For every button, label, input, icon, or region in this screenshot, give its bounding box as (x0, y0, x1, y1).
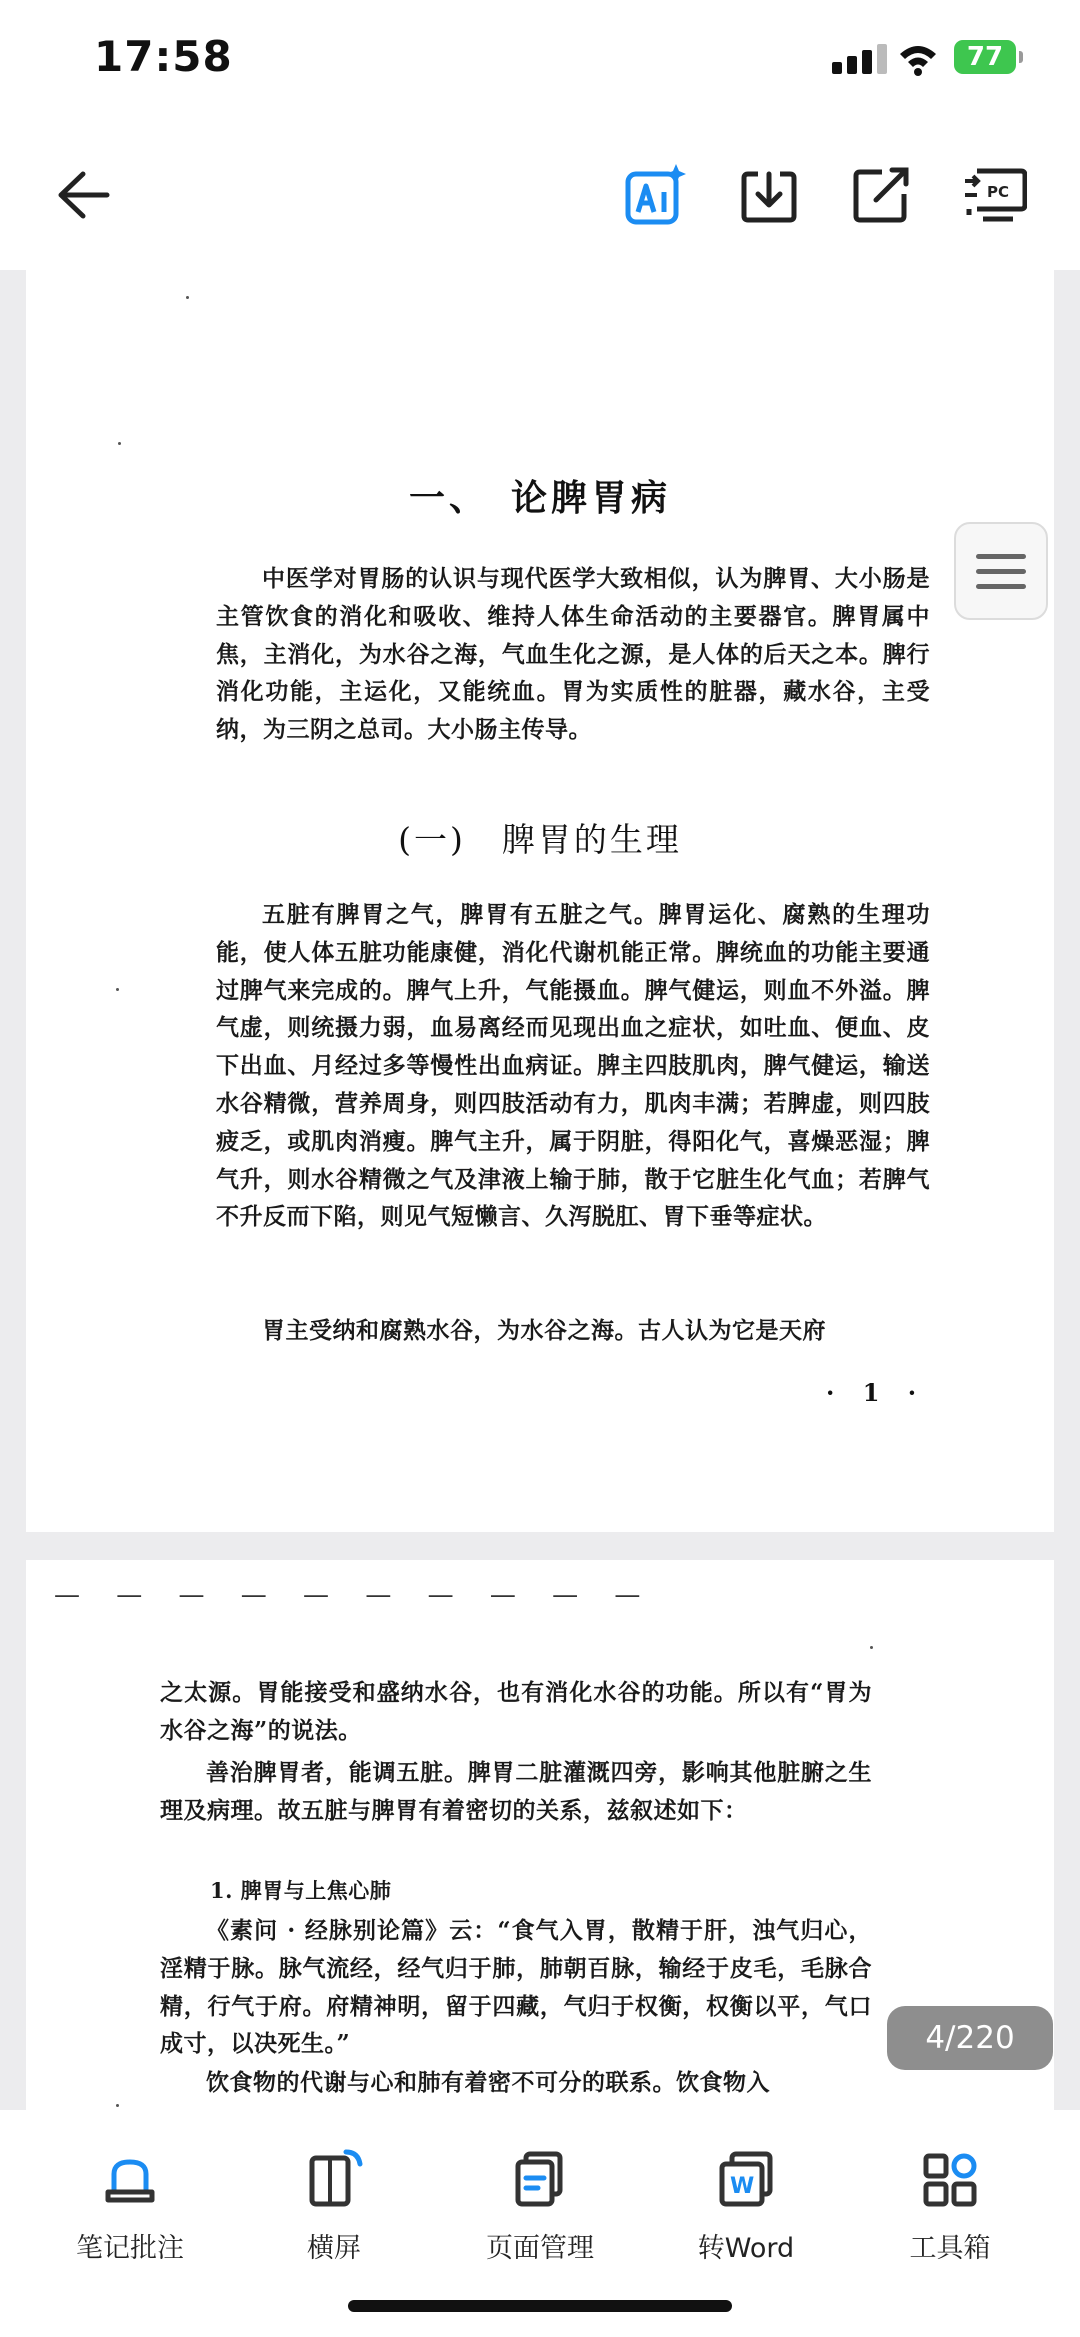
send-to-pc-button[interactable] (958, 158, 1032, 232)
page-indicator[interactable]: 4/220 (887, 2006, 1053, 2070)
page-top-dashes: — — — — — — — — — — (54, 1580, 655, 1610)
landscape-button[interactable] (244, 2148, 424, 2265)
home-indicator[interactable] (348, 2300, 732, 2312)
ai-icon (622, 162, 688, 228)
svg-text:PC: PC (987, 183, 1010, 201)
page-number: · 1 · (826, 1378, 927, 1407)
status-bar (0, 0, 1080, 120)
hamburger-icon (976, 554, 1026, 559)
wifi-icon (898, 42, 938, 76)
list-item: 1. 脾胃与上焦心肺 (210, 1878, 392, 1903)
back-arrow-icon (55, 170, 111, 220)
paragraph: 胃主受纳和腐熟水谷，为水谷之海。古人认为它是天府 (262, 1317, 826, 1344)
word-icon (716, 2148, 776, 2208)
pc-icon (963, 167, 1027, 223)
paragraph: 中医学对胃肠的认识与现代医学大致相似，认为脾胃、大小肠是主管饮食的消化和吸收、维持人体生命活动的主要器官。脾胃属中焦，主消化，为水谷之海，气血生化之源，是人体的后天之本。脾行消化功能，主运化，又能统血。胃为实质性的脏器，藏水谷，主受纳，为三阴之总司。大小肠主传导。 (216, 565, 930, 744)
download-icon (740, 166, 798, 224)
top-toolbar (0, 120, 1080, 270)
download-button[interactable] (732, 158, 806, 232)
toolbox-icon (920, 2148, 980, 2208)
ai-assistant-button[interactable] (618, 158, 692, 232)
cellular-signal-icon (832, 44, 888, 74)
annotate-icon (100, 2148, 160, 2208)
convert-word-button[interactable] (656, 2148, 836, 2265)
paragraph: 五脏有脾胃之气，脾胃有五脏之气。脾胃运化、腐熟的生理功能，使人体五脏功能康健，消化代谢机能正常。脾统血的功能主要通过脾气来完成的。脾气上升，气能摄血。脾气健运，则血不外溢。脾气虚，则统摄力弱，血易离经而见现出血之症状，如吐血、便血、皮下出血、月经过多等慢性出血病证。脾主四肢肌肉，脾气健运，输送水谷精微，营养周身，则四肢活动有力，肌肉丰满；若脾虚，则四肢疲乏，或肌肉消瘦。脾气主升，属于阴脏，得阳化气，喜燥恶湿；脾气升，则水谷精微之气及津液上输于肺，散于它脏生化气血；若脾气不升反而下陷，则见气短懒言、久泻脱肛、胃下垂等症状。 (216, 901, 930, 1231)
back-button[interactable] (46, 158, 120, 232)
document-viewer[interactable] (0, 270, 1080, 2110)
outline-menu-button[interactable] (954, 522, 1048, 620)
battery-indicator: 77 (954, 40, 1016, 74)
share-icon (852, 166, 910, 224)
share-button[interactable] (844, 158, 918, 232)
toolbox-button[interactable] (860, 2148, 1040, 2265)
paragraph: 《素问 · 经脉别论篇》云：“食气入胃，散精于肝，浊气归心，淫精于脉。脉气流经，经气归于肺，肺朝百脉，输经于皮毛，毛脉合精，行气于府。府精神明，留于四藏，气归于权衡，权衡以平，气口成寸，以决死生。” (160, 1917, 872, 2058)
convert-word-label: 转Word (697, 2233, 795, 2264)
page-manage-label: 页面管理 (486, 2233, 594, 2264)
annotate-button[interactable] (40, 2148, 220, 2265)
chapter-heading: 一、 论脾胃病 (408, 477, 671, 519)
rotate-icon (304, 2148, 364, 2208)
status-time: 17:58 (94, 32, 233, 81)
section-heading: (一) 脾胃的生理 (398, 820, 682, 859)
toolbox-label: 工具箱 (909, 2233, 991, 2264)
paragraph: 之太源。胃能接受和盛纳水谷，也有消化水谷的功能。所以有“胃为水谷之海”的说法。 (160, 1679, 872, 1744)
pages-icon (510, 2148, 570, 2208)
svg-text:W: W (730, 2174, 755, 2199)
pdf-page-1 (26, 270, 1054, 1532)
annotate-label: 笔记批注 (76, 2233, 184, 2264)
paragraph: 饮食物的代谢与心和肺有着密不可分的联系。饮食物入 (206, 2069, 770, 2096)
paragraph: 善治脾胃者，能调五脏。脾胃二脏灌溉四旁，影响其他脏腑之生理及病理。故五脏与脾胃有着密切的关系，兹叙述如下： (160, 1759, 872, 1824)
page-manage-button[interactable] (450, 2148, 630, 2265)
landscape-label: 横屏 (307, 2233, 361, 2264)
